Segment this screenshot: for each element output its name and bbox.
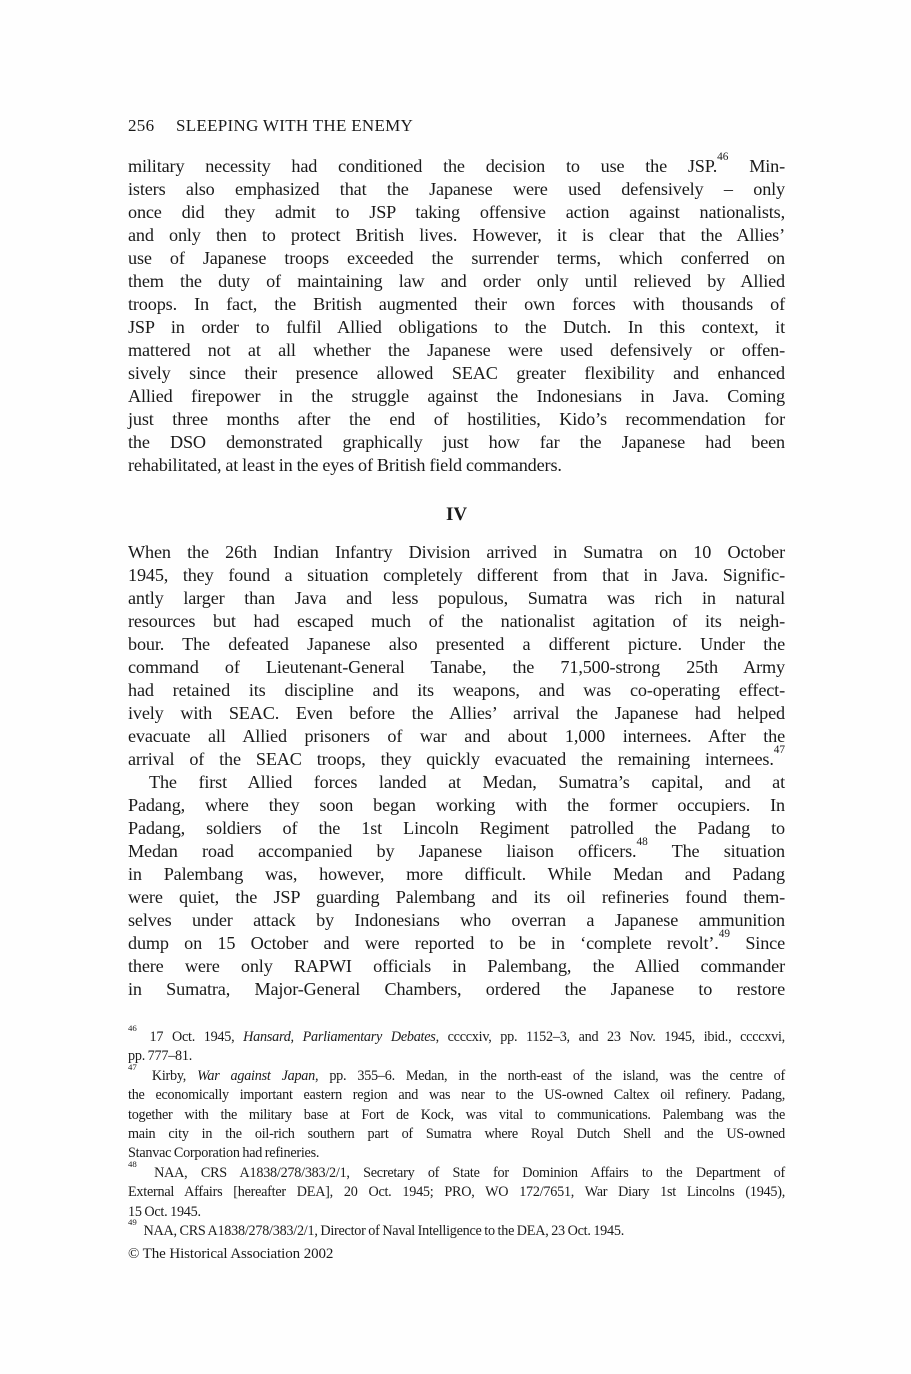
- footnote-marker: 48: [128, 1159, 137, 1170]
- text-line: ively with SEAC. Even before the Allies’ arrival the Japanese had helped: [128, 703, 785, 723]
- copyright-line: © The Historical Association 2002: [128, 1246, 334, 1262]
- footnote-marker: 49: [718, 927, 730, 940]
- footnotes-section: [128, 1023, 785, 1241]
- text-line: there were only RAPWI officials in Palembang, the Allied commander: [128, 956, 785, 976]
- text-line: in Palembang was, however, more difficult. While Medan and Padang: [128, 864, 785, 884]
- footnote-marker: 46: [717, 150, 729, 163]
- text-line: in Sumatra, Major-General Chambers, ordered the Japanese to restore: [128, 979, 785, 999]
- text-line: dump on 15 October and were reported to be in ‘complete revolt’.$^{49}$ Since: [128, 927, 785, 953]
- text-line: $^{49}$ NAA, CRS A1838/278/383/2/1, Director of Naval Intelligence to the DEA, 23 Oct. 1945.: [128, 1217, 624, 1240]
- section-heading: IV: [445, 504, 468, 525]
- text-line: Allied firepower in the struggle against the Indonesians in Java. Coming: [128, 386, 785, 406]
- paragraph-allied-landings: [128, 771, 785, 1001]
- text-line: together with the military base at Fort de Kock, was vital to communications. Palembang was the: [128, 1106, 785, 1123]
- italic-title: War against Japan: [197, 1067, 315, 1084]
- text-line: antly larger than Java and less populous, Sumatra was rich in natural: [128, 588, 785, 608]
- text-line: use of Japanese troops exceeded the surrender terms, which conferred on: [128, 248, 785, 268]
- text-line: had retained its discipline and its weapons, and was co-operating effect-: [128, 680, 785, 700]
- text-line: The first Allied forces landed at Medan, Sumatra’s capital, and at: [149, 772, 785, 792]
- footnote-marker: 46: [128, 1023, 137, 1034]
- footnote-46: [128, 1023, 785, 1067]
- text-line: command of Lieutenant-General Tanabe, the 71,500-strong 25th Army: [128, 657, 785, 677]
- footnote-marker: 47: [773, 743, 785, 756]
- text-line: When the 26th Indian Infantry Division arrived in Sumatra on 10 October: [128, 542, 785, 562]
- paragraph-sumatra-arrival: [128, 541, 785, 771]
- text-line: $^{48}$ NAA, CRS A1838/278/383/2/1, Secretary of State for Dominion Affairs to the Department of: [128, 1159, 785, 1181]
- text-line: the DSO demonstrated graphically just how far the Japanese had been: [128, 432, 785, 452]
- text-line: isters also emphasized that the Japanese were used defensively – only: [128, 179, 785, 199]
- text-line: selves under attack by Indonesians who overran a Japanese ammunition: [128, 910, 785, 930]
- running-title: SLEEPING WITH THE ENEMY: [175, 116, 414, 135]
- text-line: once did they admit to JSP taking offensive action against nationalists,: [128, 202, 785, 222]
- text-line: just three months after the end of hostilities, Kido’s recommendation for: [128, 409, 785, 429]
- italic-title: Hansard, Parliamentary Debates: [243, 1029, 436, 1045]
- text-line: mattered not at all whether the Japanese were used defensively or offen-: [128, 340, 785, 360]
- text-line: evacuate all Allied prisoners of war and about 1,000 internees. After the: [128, 726, 785, 746]
- text-line: External Affairs [hereafter DEA], 20 Oct. 1945; PRO, WO 172/7651, War Diary 1st Lincolns (1945),: [128, 1184, 785, 1201]
- footnote-marker: 49: [128, 1217, 137, 1228]
- text-line: sively since their presence allowed SEAC greater flexibility and enhanced: [128, 363, 785, 383]
- running-header: [128, 116, 785, 136]
- text-line: were quiet, the JSP guarding Palembang and its oil refineries found them-: [128, 887, 785, 907]
- text-line: Padang, where they soon began working with the former occupiers. In: [128, 795, 785, 815]
- text-line: arrival of the SEAC troops, they quickly evacuated the remaining internees.$^{47}$: [128, 743, 785, 769]
- footnote-48: [128, 1159, 785, 1222]
- text-line: the economically important eastern region and was near to the US-owned Caltex oil refinery. Padang,: [128, 1087, 785, 1104]
- text-line: resources but had escaped much of the nationalist agitation of its neigh-: [128, 611, 785, 631]
- footnote-marker: 48: [636, 835, 648, 848]
- main-text: [128, 150, 785, 1001]
- text-line: main city in the oil-rich southern part of Sumatra where Royal Dutch Shell and the US-owned: [128, 1126, 785, 1143]
- footnote-47: [128, 1062, 785, 1164]
- text-line: them the duty of maintaining law and order only until relieved by Allied: [128, 271, 785, 291]
- text-line: Padang, soldiers of the 1st Lincoln Regiment patrolled the Padang to: [128, 818, 785, 838]
- text-line: bour. The defeated Japanese also presented a different picture. Under the: [128, 634, 785, 654]
- paragraph-jsp-policy: [128, 150, 785, 477]
- page-number: 256: [128, 116, 155, 135]
- text-line: Stanvac Corporation had refineries.: [128, 1145, 320, 1162]
- footnote-marker: 47: [128, 1062, 137, 1073]
- text-line: rehabilitated, at least in the eyes of British field commanders.: [128, 455, 562, 475]
- text-line: JSP in order to fulfil Allied obligations to the Dutch. In this context, it: [128, 317, 785, 337]
- text-line: troops. In fact, the British augmented their own forces with thousands of: [128, 294, 785, 314]
- text-line: and only then to protect British lives. However, it is clear that the Allies’: [128, 225, 785, 245]
- footnote-49: [128, 1217, 785, 1241]
- text-line: military necessity had conditioned the decision to use the JSP.$^{46}$ Min-: [128, 150, 785, 176]
- text-line: Medan road accompanied by Japanese liaison officers.$^{48}$ The situation: [128, 835, 785, 861]
- text-line: 15 Oct. 1945.: [128, 1203, 201, 1220]
- text-line: $^{47}$ Kirby, War against Japan, pp. 355–6. Medan, in the north-east of the island, was the centre of: [128, 1062, 785, 1084]
- text-line: 1945, they found a situation completely different from that in Java. Signific-: [128, 565, 785, 585]
- text-line: $^{46}$ 17 Oct. 1945, Hansard, Parliamentary Debates, ccccxiv, pp. 1152–3, and 23 Nov. 1945, ibid., ccccxvi,: [128, 1023, 785, 1045]
- text-line: pp. 777–81.: [128, 1048, 193, 1065]
